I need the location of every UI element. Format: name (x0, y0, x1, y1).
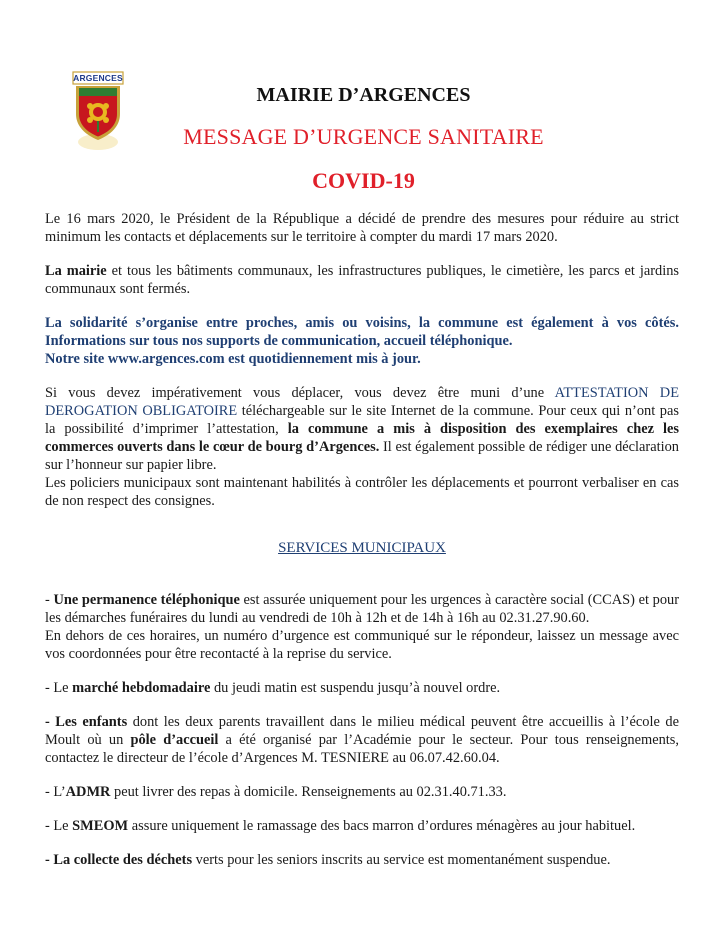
service-phone-text: est assurée uniquement pour les urgences à caractère social (CCAS) et pour les démarches funéraires du lundi au vendredi de 10h à 12h et de 14h à 16h au 02.31.27.90.60. (45, 592, 679, 626)
service-phone-text-2: En dehors de ces horaires, un numéro d’urgence est communiqué sur le répondeur, laissez un message avec vos coordonnées pour être recontacté à la reprise du service. (45, 628, 679, 662)
service-smeom-bold: SMEOM (72, 818, 129, 834)
police-paragraph (45, 474, 679, 510)
service-smeom-text: assure uniquement le ramassage des bacs marron d’ordures ménagères au jour habituel. (128, 818, 636, 834)
service-children-text-2: a été organisé par l’Académie pour le secteur. Pour tous renseignements, contactez le directeur de l’école d’Argences M. TESNIERE au 06.07.42.60.04. (45, 732, 679, 766)
page-subtitle: MESSAGE D’URGENCE SANITAIRE (183, 124, 544, 149)
attestation-paragraph (45, 384, 679, 474)
service-children (45, 713, 679, 767)
attestation-text-3: Il est également possible de rédiger une déclaration sur l’honneur sur papier libre. (45, 439, 679, 473)
service-admr-bold: ADMR (65, 784, 111, 800)
service-admr-dash: - L’ (45, 784, 66, 800)
service-market-dash: - Le (45, 680, 73, 696)
page-title: MAIRIE D’ARGENCES (256, 84, 471, 106)
attestation-link-text: ATTESTATION DE DEROGATION OBLIGATOIRE (45, 385, 679, 419)
service-smeom (45, 817, 679, 835)
service-admr (45, 783, 679, 801)
closure-text: et tous les bâtiments communaux, les infrastructures publiques, le cimetière, les parcs et jardins communaux sont fermés. (45, 263, 679, 297)
service-children-bold-2: pôle d’accueil (130, 732, 219, 748)
page-label: COVID-19 (312, 168, 415, 193)
solidarity-line-1: La solidarité s’organise entre proches, amis ou voisins, la commune est également à vos côtés. Informations sur tous nos supports de communication, accueil téléphonique. (45, 315, 679, 349)
closure-bold: La mairie (45, 263, 107, 279)
service-children-text-1: dont les deux parents travaillent dans le milieu médical peuvent être accueillis à l’école de Moult où un (45, 714, 679, 748)
intro-text: Le 16 mars 2020, le Président de la République a décidé de prendre des mesures pour réduire au strict minimum les contacts et déplacements sur le territoire à compter du mardi 17 mars 2020. (45, 211, 679, 245)
service-phone-dash: - (45, 592, 54, 608)
attestation-bold: la commune a mis à disposition des exemplaires chez les commerces ouverts dans le cœur de bourg d’Argences. (45, 421, 679, 455)
service-phone-bold: Une permanence téléphonique (53, 592, 240, 608)
police-text: Les policiers municipaux sont maintenant habilités à contrôler les déplacements et pourront verbaliser en cas de non respect des consignes. (45, 475, 679, 509)
service-market (45, 679, 679, 697)
service-children-bold-1: - Les enfants (45, 714, 128, 730)
document-body (45, 210, 679, 869)
service-waste-bold: - La collecte des déchets (45, 852, 193, 868)
service-waste (45, 851, 679, 869)
intro-paragraph (45, 210, 679, 246)
closure-paragraph (45, 262, 679, 298)
solidarity-line-2: Notre site www.argences.com est quotidiennement mis à jour. (45, 351, 421, 367)
logo-name: ARGENCES (73, 73, 123, 83)
service-smeom-dash: - Le (45, 818, 73, 834)
service-market-bold: marché hebdomadaire (72, 680, 211, 696)
service-phone (45, 591, 679, 663)
services-heading: SERVICES MUNICIPAUX (278, 540, 446, 556)
service-waste-text: verts pour les seniors inscrits au service est momentanément suspendue. (192, 852, 611, 868)
solidarity-paragraph (45, 314, 679, 368)
service-market-text: du jeudi matin est suspendu jusqu’à nouvel ordre. (210, 680, 501, 696)
attestation-text-2: téléchargeable sur le site Internet de la commune. Pour ceux qui n’ont pas la possibilité d’imprimer l’attestation, (45, 403, 679, 437)
attestation-text-1: Si vous devez impérativement vous déplacer, vous devez être muni d’une (45, 385, 555, 401)
service-admr-text: peut livrer des repas à domicile. Renseignements au 02.31.40.71.33. (110, 784, 507, 800)
